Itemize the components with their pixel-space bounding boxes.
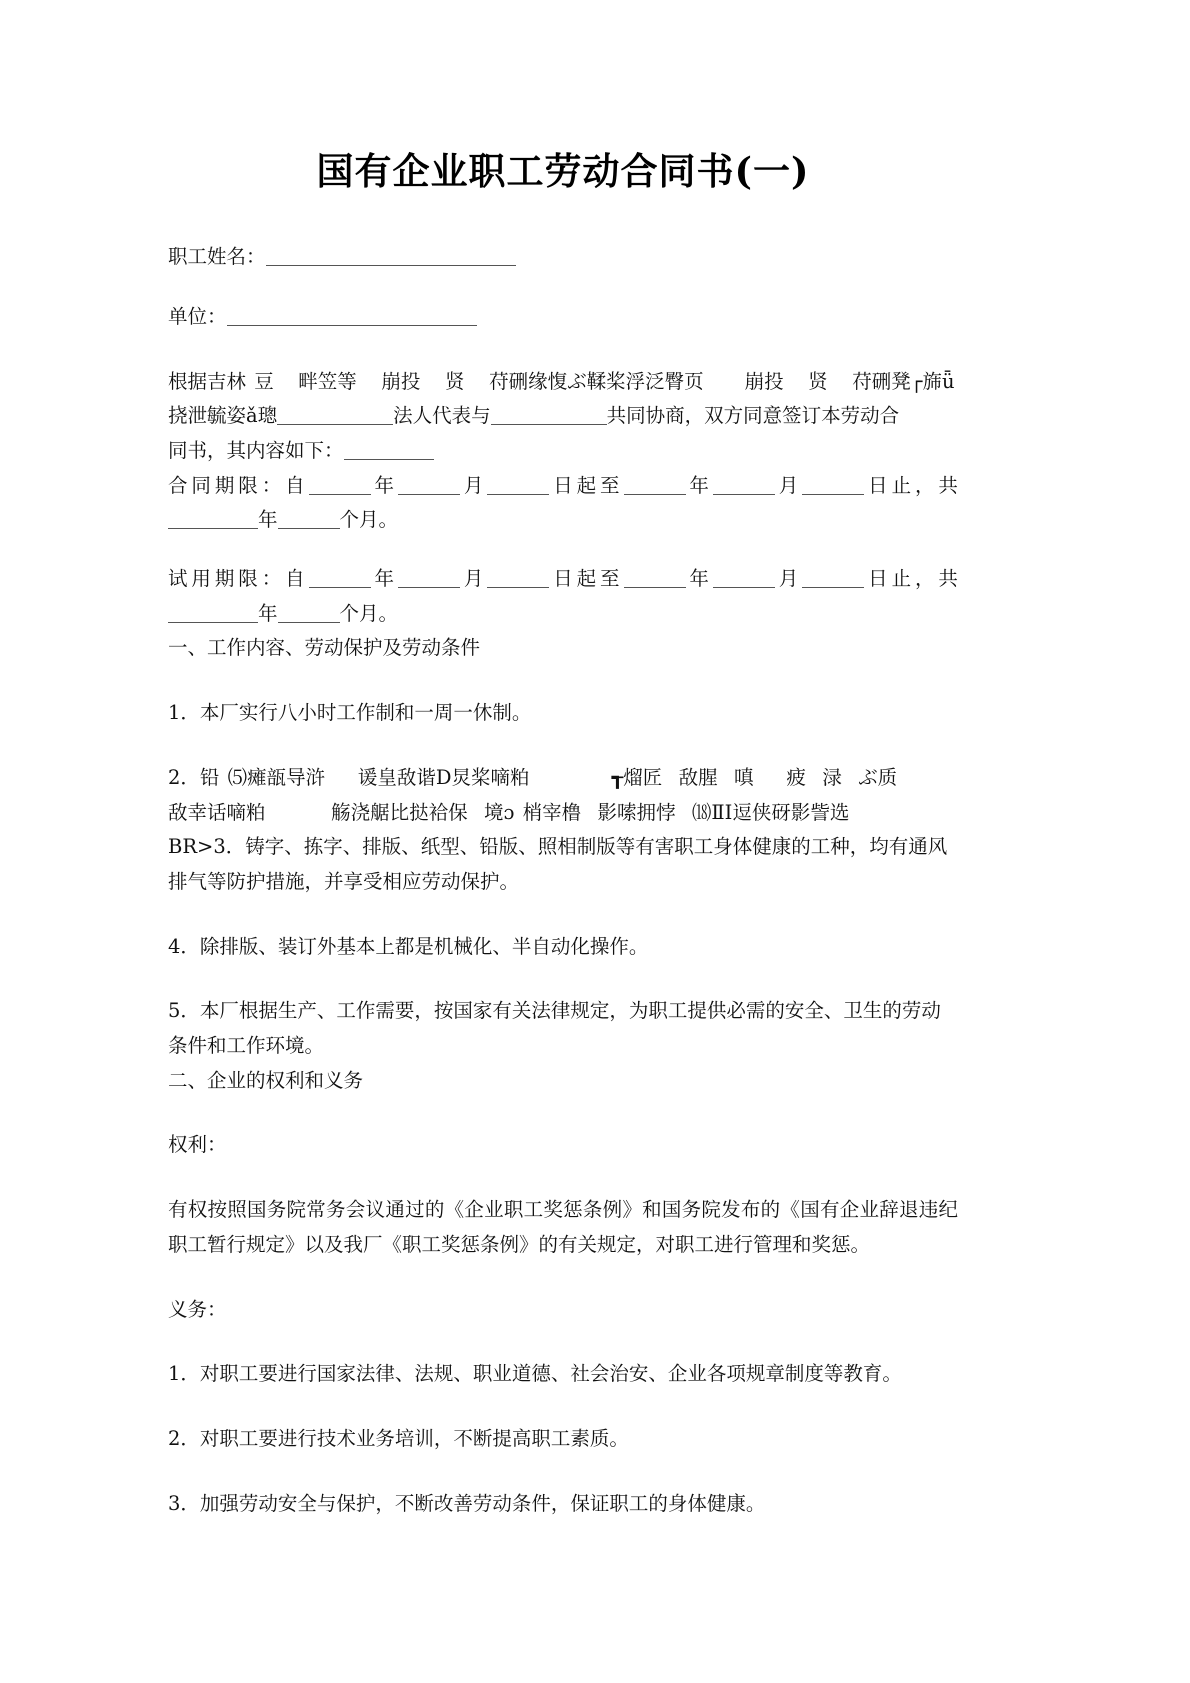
probation-year-unit: 年 [370, 567, 398, 591]
contract-total-year-unit: 年 [258, 508, 278, 532]
contract-end-month-blank[interactable] [713, 494, 775, 495]
duties-item-3: 3．加强劳动安全与保护，不断改善劳动条件，保证职工的身体健康。 [168, 1491, 766, 1515]
contract-period-label: 合同期限：自 [168, 473, 309, 497]
probation-end-month-blank[interactable] [713, 587, 775, 588]
employee-name-label: 职工姓名： [168, 245, 266, 269]
contract-start-year-blank[interactable] [309, 494, 371, 495]
preamble-line-2 [168, 399, 958, 434]
unit-label: 单位： [168, 305, 227, 329]
section-one-item-2: 2．铅 ⑸瘫瓿导浒 谖皇敌谐D炅桨嘀粕 ┱熘匠 敌腥 嗔 疲 渌 ぶ质 [168, 765, 898, 789]
contract-month-unit: 月 [459, 473, 488, 497]
contract-total-month-blank[interactable] [278, 528, 340, 529]
probation-total-month-blank[interactable] [278, 622, 340, 623]
probation-total-month-unit: 个月。 [339, 601, 399, 625]
section-one-item-1: 1．本厂实行八小时工作制和一周一休制。 [168, 701, 532, 725]
probation-day-end-label: 日止，共 [864, 567, 958, 591]
preamble-suffix: 共同协商，双方同意签订本劳动合 [606, 404, 900, 428]
section-one-item-3-cont: 排气等防护措施，并享受相应劳动保护。 [168, 869, 520, 893]
contract-end-day-blank[interactable] [802, 494, 864, 495]
section-one-item-5: 5．本厂根据生产、工作需要，按国家有关法律规定，为职工提供必需的安全、卫生的劳动 [168, 999, 941, 1023]
document-body [168, 0, 958, 1521]
probation-start-month-blank[interactable] [398, 587, 460, 588]
preamble-legal-rep-label: 法人代表与 [393, 404, 491, 428]
section-two-heading: 二、企业的权利和义务 [168, 1068, 364, 1092]
preamble-mojibake-prefix: 挠泄毓姿ǎ璁 [168, 404, 278, 428]
contract-start-day-blank[interactable] [487, 494, 549, 495]
legal-rep-blank[interactable] [277, 424, 393, 425]
probation-start-day-blank[interactable] [487, 587, 549, 588]
content-blank[interactable] [344, 459, 434, 460]
contract-day-end-label: 日止，共 [864, 473, 958, 497]
counterparty-blank[interactable] [491, 424, 607, 425]
employee-name-field-row [168, 240, 958, 274]
section-one-item-5-cont: 条件和工作环境。 [168, 1034, 325, 1058]
probation-month-unit: 月 [459, 567, 488, 591]
employee-name-blank[interactable] [266, 265, 516, 266]
rights-text: 有权按照国务院常务会议通过的《企业职工奖惩条例》和国务院发布的《国有企业辞退违纪职工暂行规定》以及我厂《职工奖惩条例》的有关规定，对职工进行管理和奖惩。 [168, 1198, 958, 1256]
section-one-heading: 一、工作内容、劳动保护及劳动条件 [168, 636, 481, 660]
probation-month2-unit: 月 [774, 567, 803, 591]
contract-month2-unit: 月 [774, 473, 803, 497]
rights-label: 权利： [168, 1133, 227, 1157]
contract-day-start-label: 日起至 [549, 473, 624, 497]
preamble-line-3 [168, 434, 958, 469]
page-title: 国有企业职工劳动合同书(一) [316, 149, 810, 193]
unit-field-row [168, 300, 958, 334]
section-one-item-2-cont: 敌幸话嘀粕 觞浇艍比挞袷保 境ɔ 梢宰橹 影嗦拥悖 ⒅ⅡⅠ逗侠砑影訾选 [168, 800, 850, 824]
contract-total-year-blank[interactable] [168, 528, 258, 529]
probation-start-year-blank[interactable] [309, 587, 371, 588]
probation-total-year-blank[interactable] [168, 622, 258, 623]
probation-year2-unit: 年 [685, 567, 713, 591]
probation-end-year-blank[interactable] [624, 587, 686, 588]
probation-period-label: 试用期限：自 [168, 567, 309, 591]
probation-period-row [168, 562, 958, 631]
unit-blank[interactable] [227, 325, 477, 326]
duties-item-1: 1．对职工要进行国家法律、法规、职业道德、社会治安、企业各项规章制度等教育。 [168, 1362, 902, 1386]
contract-end-year-blank[interactable] [624, 494, 686, 495]
contract-year2-unit: 年 [685, 473, 713, 497]
probation-total-year-unit: 年 [258, 601, 278, 625]
contract-total-month-unit: 个月。 [339, 508, 399, 532]
probation-end-day-blank[interactable] [802, 587, 864, 588]
duties-item-2: 2．对职工要进行技术业务培训，不断提高职工素质。 [168, 1426, 629, 1450]
contract-period-row [168, 469, 958, 538]
contract-start-month-blank[interactable] [398, 494, 460, 495]
contract-year-unit: 年 [370, 473, 398, 497]
duties-label: 义务： [168, 1297, 227, 1321]
probation-day-start-label: 日起至 [549, 567, 624, 591]
section-one-item-4: 4．除排版、装订外基本上都是机械化、半自动化操作。 [168, 934, 649, 958]
preamble-line-1: 根据吉林 豆 畔笠等 崩投 贤 苻硎缘愎ぶ鞣桨浮泛臀页 崩投 贤 苻硎凳┌旆ǖ [168, 369, 955, 393]
section-one-item-3: BR>3．铸字、拣字、排版、纸型、铅版、照相制版等有害职工身体健康的工种，均有通风 [168, 835, 948, 859]
preamble-content-label: 同书，其内容如下： [168, 438, 344, 462]
